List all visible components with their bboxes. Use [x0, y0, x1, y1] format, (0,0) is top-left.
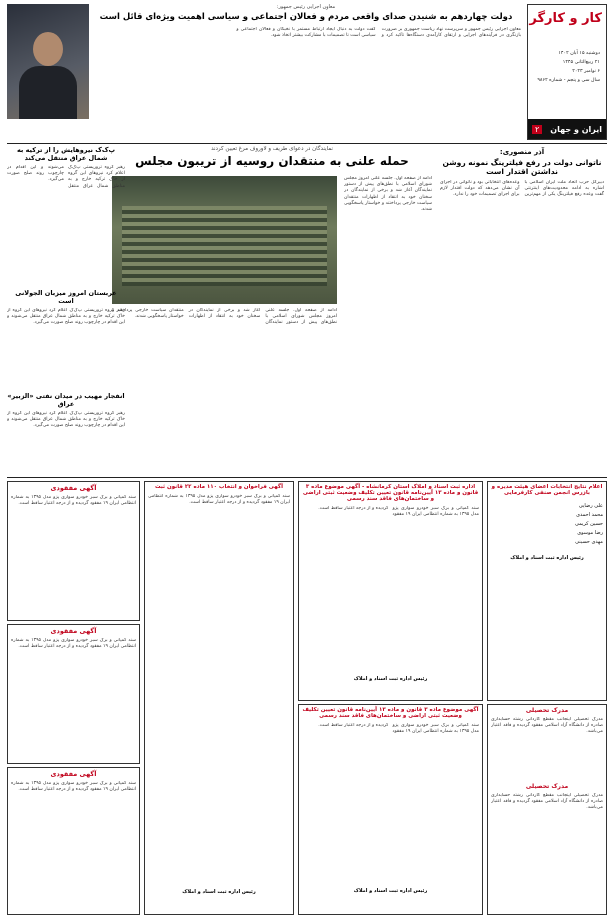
lost-docs-title: مدرک تحصیلی — [525, 707, 569, 714]
ad-left-2-title: آگهی مفقودی — [50, 627, 97, 635]
left-body-3: رهبر گروه تروریستی پ‌ک‌ک اعلام کرد نیروهای این گروه از خاک ترکیه خارج و به مناطق شمال عراق منتقل می‌شوند و این اقدام در چارچوب روند صلح صورت می‌گیرد. — [7, 411, 125, 429]
left-body-1: رهبر گروه تروریستی پ‌ک‌ک اعلام کرد نیروهای این گروه از خاک ترکیه خارج و به مناطق شمال عراق منتقل می‌شوند و این اقدام در چارچوب روند صلح صورت می‌گیرد. — [7, 165, 125, 189]
ad-left-3-body: سند کمپانی و برگ سبز خودرو سواری پژو مدل ۱۳۹۵ به شماره انتظامی ایران ۱۹ مفقود گردیده و از درجه اعتبار ساقط است. — [11, 781, 136, 793]
right-kicker: آذر منصوری: — [499, 148, 545, 156]
center-photo — [112, 176, 337, 304]
page-number: ۲ — [532, 125, 542, 134]
right-notice-signature: رئیس اداره ثبت اسناد و املاک — [510, 555, 584, 561]
top-story — [91, 4, 521, 140]
ad-left-2 — [7, 624, 140, 764]
ad-right-notice — [487, 481, 607, 701]
ad-registry-top — [298, 481, 483, 701]
left-headline-2: عربستان امروز میزبان الجولانی است — [15, 289, 117, 305]
masthead — [527, 4, 607, 140]
registry-body: سند کمپانی و برگ سبز خودرو سواری پژو مدل ۱۳۹۵ به شماره انتظامی ایران ۱۹ مفقود گردیده و از درجه اعتبار ساقط است. — [318, 506, 479, 518]
date-line: سال سی و پنجم - شماره ۹۸۶۲ — [537, 78, 600, 83]
portrait-body — [19, 66, 77, 119]
right-headline: ناتوانی دولت در رفع فیلترینگ نمونه روشن نداشتن اقتدار است — [442, 158, 602, 176]
center-notice-body: سند کمپانی و برگ سبز خودرو سواری پژو مدل ۱۳۹۵ به شماره انتظامی ایران ۱۹ مفقود گردیده و از درجه اعتبار ساقط است. — [148, 494, 290, 506]
lost-docs-body-2: مدرک تحصیلی اینجانب مقطع کاردانی رشته حسابداری صادره از دانشگاه آزاد اسلامی مفقود گردیده و فاقد اعتبار می‌باشد. — [491, 793, 603, 811]
left-headline-1: پ‌ک‌ک نیروهایش را از ترکیه به شمال عراق منتقل می‌کند — [16, 146, 116, 162]
ad-left-1-body: سند کمپانی و برگ سبز خودرو سواری پژو مدل ۱۳۹۵ به شماره انتظامی ایران ۱۹ مفقود گردیده و از درجه اعتبار ساقط است. — [11, 495, 136, 507]
name-item: علی رضایی — [578, 503, 603, 509]
top-body: معاون اجرایی رئیس جمهور و سرپرست نهاد ریاست جمهوری بر ضرورت بازنگری در فرآیندهای اجرایی و ارتقای کارآمدی دستگاه‌ها تاکید کرد و گفت دولت به دنبال ایجاد ارتباط مستمر با نخبگان و فعالان اجتماعی و سیاسی است تا تصمیمات با مشارکت بیشتر اتخاذ شود. — [236, 27, 521, 39]
right-notice-title: اعلام نتایج انتخابات اعضای هیئت مدیره و بازرس انجمن صنفی کارفرمایی — [491, 484, 603, 496]
date-line: دوشنبه ۱۵ آبان ۱۴۰۲ — [558, 51, 600, 56]
ad-lost-docs — [487, 704, 607, 915]
top-photo — [7, 4, 89, 119]
portrait-head — [33, 32, 63, 66]
top-headline: دولت چهاردهم به شنیدن صدای واقعی مردم و فعالان اجتماعی و سیاسی اهمیت ویژه‌ای قائل است — [99, 12, 513, 22]
center-kicker: نمایندگان در دعوای طریف و لاوروف مرغ تعیین کردند — [211, 146, 333, 152]
ad-left-1 — [7, 481, 140, 621]
masthead-logo: کار و کارگر — [529, 11, 602, 26]
name-item: مهدی حسینی — [575, 539, 603, 545]
top-kicker: معاون اجرایی رئیس جمهور: — [276, 4, 336, 10]
divider — [7, 143, 607, 144]
lost-docs-title-2: مدرک تحصیلی — [525, 783, 569, 790]
ad-center-notice — [144, 481, 294, 915]
name-item: حسین کریمی — [574, 521, 603, 527]
ad-left-3-title: آگهی مفقودی — [50, 770, 97, 778]
registry-mid-title: آگهی موضوع ماده ۳ قانون و ماده ۱۳ آیین‌نامه قانون تعیین تکلیف وضعیت ثبتی اراضی و ساختمان‌های فاقد سند رسمی — [302, 707, 479, 719]
center-body-right: ادامه از صفحه اول. جلسه علنی امروز مجلس شورای اسلامی با نطق‌های پیش از دستور نمایندگان آغاز شد و برخی از نمایندگان در سخنان خود به انتقاد از اظهارات منتقدان سیاست خارجی پرداختند و خواستار پاسخگویی شدند. — [344, 176, 432, 213]
center-body-bottom: ادامه از صفحه اول. جلسه علنی امروز مجلس شورای اسلامی با نطق‌های پیش از دستور نمایندگان آغاز شد و برخی از نمایندگان در سخنان خود به انتقاد از اظهارات منتقدان سیاست خارجی پرداختند و خواستار پاسخگویی شدند. — [112, 308, 337, 326]
registry-title: اداره ثبت اسناد و املاک استان کرمانشاه - آگهی موضوع ماده ۳ قانون و ماده ۱۳ آیین‌نامه قانون تعیین تکلیف وضعیت ثبتی اراضی و ساختمان‌های فاقد سند رسمی — [302, 484, 479, 502]
lost-docs-body: مدرک تحصیلی اینجانب مقطع کاردانی رشته حسابداری صادره از دانشگاه آزاد اسلامی مفقود گردیده و فاقد اعتبار می‌باشد. — [491, 717, 603, 735]
left-body-2: رهبر گروه تروریستی پ‌ک‌ک اعلام کرد نیروهای این گروه از خاک ترکیه خارج و به مناطق شمال عراق منتقل می‌شوند و این اقدام در چارچوب روند صلح صورت می‌گیرد. — [7, 308, 125, 326]
ad-left-3 — [7, 767, 140, 915]
center-headline: حمله علنی به منتقدان روسیه از تریبون مجلس — [135, 154, 409, 168]
date-line: ۲۱ ربیع‌الثانی ۱۴۴۵ — [562, 60, 600, 65]
names-list — [491, 502, 603, 547]
section-bar — [528, 119, 606, 139]
ad-left-2-body: سند کمپانی و برگ سبز خودرو سواری پژو مدل ۱۳۹۵ به شماره انتظامی ایران ۱۹ مفقود گردیده و از درجه اعتبار ساقط است. — [11, 638, 136, 650]
right-story — [437, 146, 607, 474]
registry-mid-signature: رئیس اداره ثبت اسناد و املاک — [353, 888, 428, 894]
left-headline-3: انفجار مهیب در میدان نفتی «الزبیر» عراق — [7, 392, 125, 408]
ad-registry-mid — [298, 704, 483, 915]
newspaper-page — [7, 4, 607, 915]
divider — [7, 477, 607, 478]
masthead-dates — [537, 49, 600, 85]
ad-left-1-title: آگهی مفقودی — [50, 484, 97, 492]
registry-mid-body: سند کمپانی و برگ سبز خودرو سواری پژو مدل ۱۳۹۵ به شماره انتظامی ایران ۱۹ مفقود گردیده و از درجه اعتبار ساقط است. — [318, 723, 479, 735]
right-body: دبیرکل حزب اتحاد ملت ایران اسلامی با اشاره به ادامه محدودیت‌های اینترنتی گفت وعده رفع فیلترینگ یکی از مهم‌ترین وعده‌های انتخاباتی بود و ناتوانی در اجرای آن نشان می‌دهد که دولت اقتدار لازم برای اجرای تصمیمات خود را ندارد. — [440, 180, 604, 198]
name-item: رضا موسوی — [577, 530, 603, 536]
center-story — [112, 146, 432, 474]
date-line: ۶ نوامبر ۲۰۲۳ — [572, 69, 600, 74]
center-notice-title: آگهی فراخوان و انتخاب ۱۱۰ ماده ۲۲ قانون ثبت — [154, 484, 284, 490]
parliament-seats — [122, 206, 327, 286]
registry-signature: رئیس اداره ثبت اسناد و املاک — [353, 676, 428, 682]
left-column — [7, 146, 125, 474]
name-item: محمد احمدی — [576, 512, 603, 518]
center-notice-signature: رئیس اداره ثبت اسناد و املاک — [182, 889, 256, 895]
section-label: ایران و جهان — [550, 124, 602, 134]
